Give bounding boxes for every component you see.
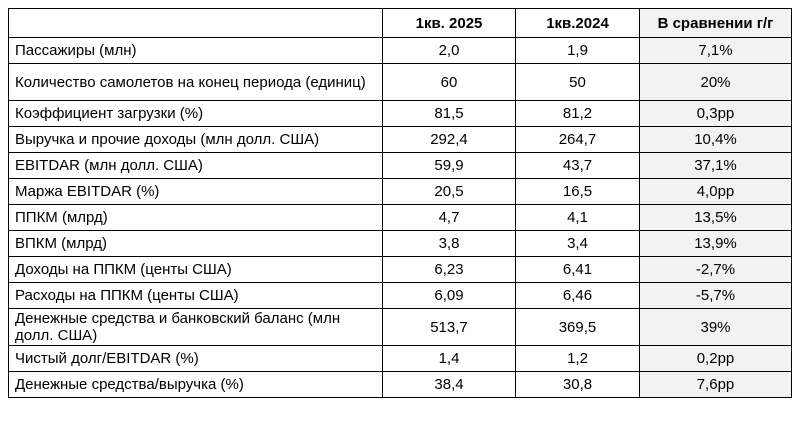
row-q1-2025-cell: 6,23 [383, 257, 516, 283]
row-q1-2024-cell: 6,41 [516, 257, 640, 283]
row-yoy-cell: 7,6pp [640, 372, 792, 398]
table-row [9, 38, 792, 64]
row-yoy-cell: 37,1% [640, 153, 792, 179]
row-metric-cell: Денежные средства и банковский баланс (млн долл. США) [9, 309, 383, 346]
table-row [9, 257, 792, 283]
row-q1-2025-cell: 4,7 [383, 205, 516, 231]
row-metric-cell: ВПКМ (млрд) [9, 231, 383, 257]
row-metric-cell: EBITDAR (млн долл. США) [9, 153, 383, 179]
row-q1-2024-cell: 43,7 [516, 153, 640, 179]
row-q1-2024-cell: 1,9 [516, 38, 640, 64]
row-metric-cell: Расходы на ППКМ (центы США) [9, 283, 383, 309]
row-metric-cell: Доходы на ППКМ (центы США) [9, 257, 383, 283]
row-yoy-cell: 13,9% [640, 231, 792, 257]
row-q1-2024-cell: 264,7 [516, 127, 640, 153]
row-metric-cell: Маржа EBITDAR (%) [9, 179, 383, 205]
row-yoy-cell: 39% [640, 309, 792, 346]
table-row [9, 127, 792, 153]
table-row [9, 346, 792, 372]
row-q1-2025-cell: 6,09 [383, 283, 516, 309]
row-q1-2025-cell: 513,7 [383, 309, 516, 346]
row-q1-2024-cell: 6,46 [516, 283, 640, 309]
row-q1-2025-cell: 81,5 [383, 101, 516, 127]
row-metric-cell: Чистый долг/EBITDAR (%) [9, 346, 383, 372]
table-row [9, 153, 792, 179]
table-row [9, 231, 792, 257]
table-row [9, 64, 792, 101]
row-metric-cell: Выручка и прочие доходы (млн долл. США) [9, 127, 383, 153]
row-metric-cell: Денежные средства/выручка (%) [9, 372, 383, 398]
row-yoy-cell: 20% [640, 64, 792, 101]
row-q1-2024-cell: 4,1 [516, 205, 640, 231]
row-q1-2024-cell: 50 [516, 64, 640, 101]
row-q1-2024-cell: 30,8 [516, 372, 640, 398]
row-q1-2025-cell: 59,9 [383, 153, 516, 179]
row-metric-cell: ППКМ (млрд) [9, 205, 383, 231]
row-q1-2024-cell: 3,4 [516, 231, 640, 257]
row-metric-cell: Пассажиры (млн) [9, 38, 383, 64]
row-metric-cell: Коэффициент загрузки (%) [9, 101, 383, 127]
row-q1-2025-cell: 60 [383, 64, 516, 101]
row-q1-2025-cell: 292,4 [383, 127, 516, 153]
row-q1-2024-cell: 16,5 [516, 179, 640, 205]
row-q1-2024-cell: 81,2 [516, 101, 640, 127]
row-q1-2025-cell: 2,0 [383, 38, 516, 64]
row-q1-2025-cell: 20,5 [383, 179, 516, 205]
table-row [9, 179, 792, 205]
row-yoy-cell: 0,3pp [640, 101, 792, 127]
table-row [9, 283, 792, 309]
header-row [9, 9, 792, 38]
table-body [9, 38, 792, 398]
row-yoy-cell: 7,1% [640, 38, 792, 64]
row-q1-2025-cell: 3,8 [383, 231, 516, 257]
row-yoy-cell: 10,4% [640, 127, 792, 153]
row-yoy-cell: -2,7% [640, 257, 792, 283]
header-q1-2024: 1кв.2024 [516, 9, 640, 38]
table-row [9, 205, 792, 231]
table-row [9, 372, 792, 398]
row-q1-2024-cell: 1,2 [516, 346, 640, 372]
table-container [8, 8, 792, 398]
row-q1-2024-cell: 369,5 [516, 309, 640, 346]
row-metric-cell: Количество самолетов на конец периода (единиц) [9, 64, 383, 101]
row-yoy-cell: 0,2pp [640, 346, 792, 372]
header-yoy: В сравнении г/г [640, 9, 792, 38]
row-yoy-cell: 13,5% [640, 205, 792, 231]
row-q1-2025-cell: 38,4 [383, 372, 516, 398]
header-q1-2025: 1кв. 2025 [383, 9, 516, 38]
header-metric [9, 9, 383, 38]
row-q1-2025-cell: 1,4 [383, 346, 516, 372]
row-yoy-cell: -5,7% [640, 283, 792, 309]
financial-results-table [8, 8, 792, 398]
table-row [9, 309, 792, 346]
table-row [9, 101, 792, 127]
row-yoy-cell: 4,0pp [640, 179, 792, 205]
